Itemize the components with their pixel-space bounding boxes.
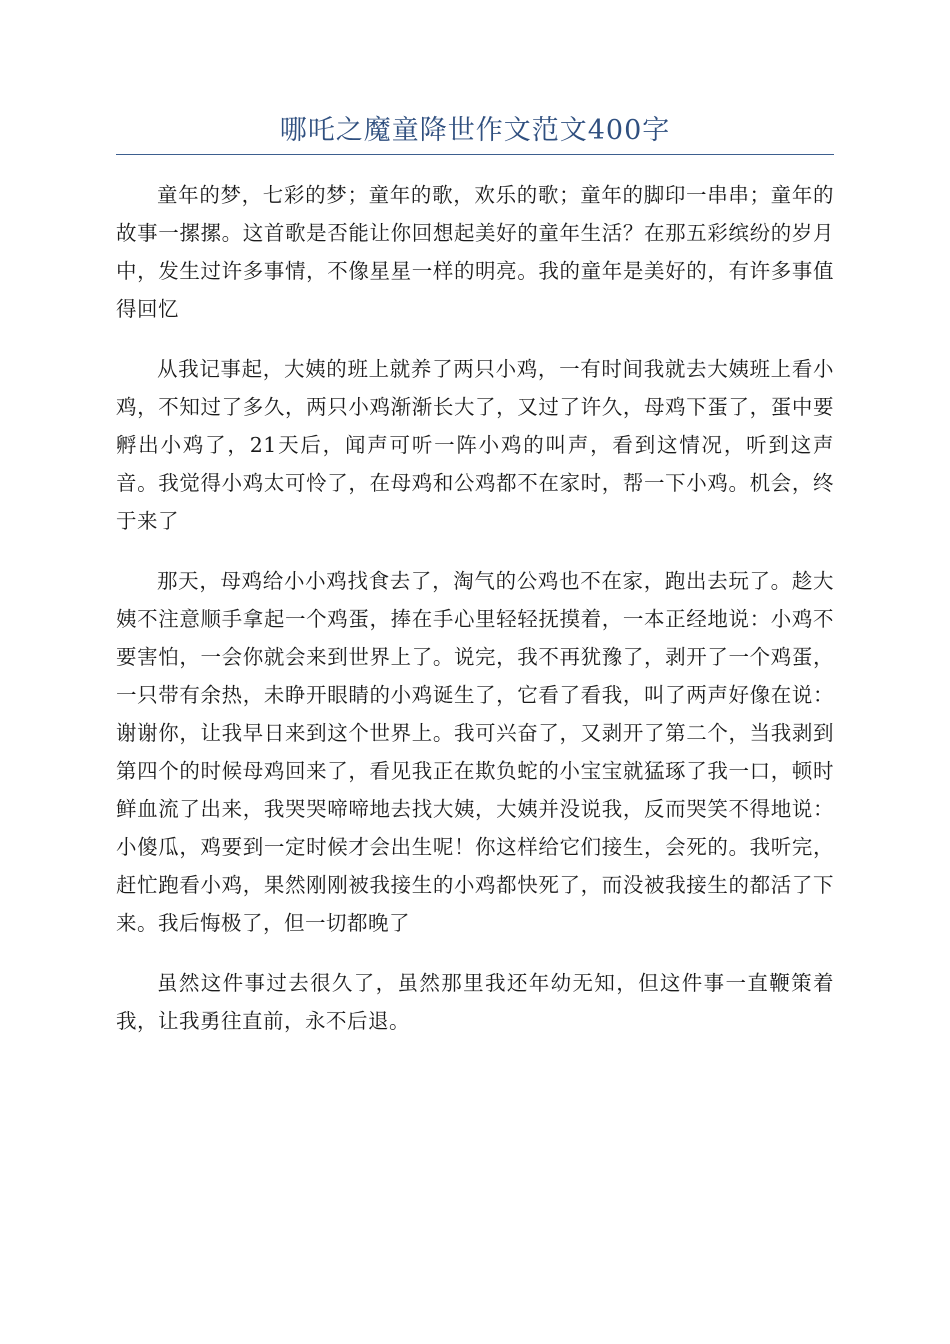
paragraph-3: 那天，母鸡给小小鸡找食去了，淘气的公鸡也不在家，跑出去玩了。趁大姨不注意顺手拿起一个鸡蛋，捧在手心里轻轻抚摸着，一本正经地说：小鸡不要害怕，一会你就会来到世界上了。说完，我不再犹豫了，剥开了一个鸡蛋，一只带有余热，未睁开眼睛的小鸡诞生了，它看了看我，叫了两声好像在说：谢谢你，让我早日来到这个世界上。我可兴奋了，又剥开了第二个，当我剥到第四个的时候母鸡回来了，看见我正在欺负蛇的小宝宝就猛琢了我一口，顿时鲜血流了出来，我哭哭啼啼地去找大姨，大姨并没说我，反而哭笑不得地说：小傻瓜，鸡要到一定时候才会出生呢！你这样给它们接生，会死的。我听完，赶忙跑看小鸡，果然刚刚被我接生的小鸡都快死了，而没被我接生的都活了下来。我后悔极了，但一切都晚了 — [116, 569, 834, 935]
document-title: 哪吒之魔童降世作文范文400字 — [279, 115, 671, 146]
paragraph-2: 从我记事起，大姨的班上就养了两只小鸡，一有时间我就去大姨班上看小鸡，不知过了多久，两只小鸡渐渐长大了，又过了许久，母鸡下蛋了，蛋中要孵出小鸡了，21天后，闻声可听一阵小鸡的叫声，看到这情况，听到这声音。我觉得小鸡太可怜了，在母鸡和公鸡都不在家时，帮一下小鸡。机会，终于来了 — [116, 357, 834, 533]
document-body — [116, 176, 834, 1062]
paragraph-1: 童年的梦，七彩的梦；童年的歌，欢乐的歌；童年的脚印一串串；童年的故事一摞摞。这首歌是否能让你回想起美好的童年生活？在那五彩缤纷的岁月中，发生过许多事情，不像星星一样的明亮。我的童年是美好的，有许多事值得回忆 — [116, 183, 834, 321]
paragraph-4: 虽然这件事过去很久了，虽然那里我还年幼无知，但这件事一直鞭策着我，让我勇往直前，永不后退。 — [116, 971, 834, 1033]
title-block — [116, 112, 834, 155]
